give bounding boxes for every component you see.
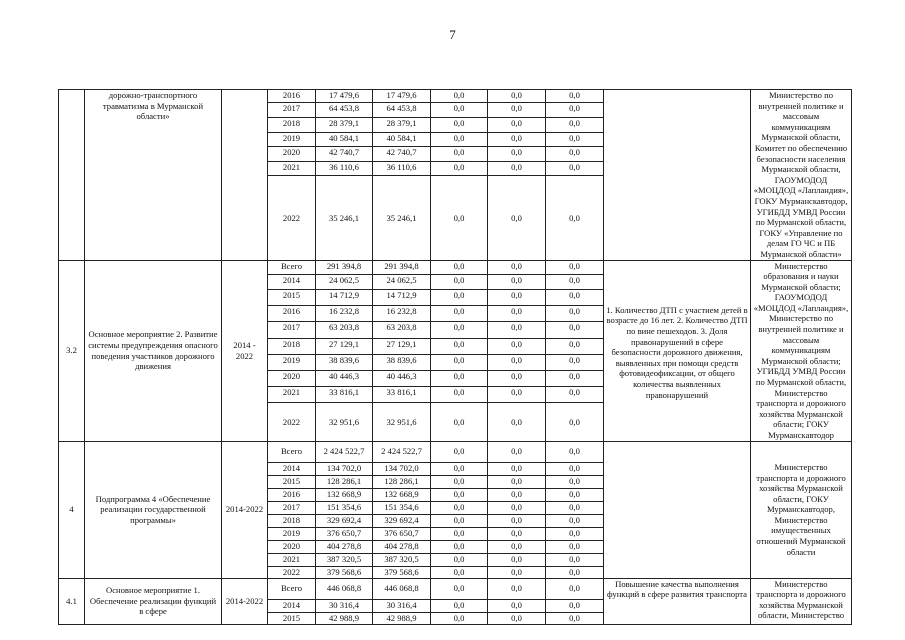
amount-cell: 0,0 <box>431 370 488 386</box>
year-cell: 2015 <box>268 290 316 306</box>
amount-cell: 379 568,6 <box>373 566 431 578</box>
amount-cell: 0,0 <box>431 147 488 162</box>
amount-cell: 42 740,7 <box>373 147 431 162</box>
year-cell: 2014 <box>268 275 316 290</box>
amount-cell: 0,0 <box>488 514 546 527</box>
amount-cell: 40 446,3 <box>316 370 373 386</box>
amount-cell: 0,0 <box>546 275 604 290</box>
amount-cell: 0,0 <box>546 527 604 540</box>
year-cell: 2020 <box>268 370 316 386</box>
amount-cell: 0,0 <box>546 566 604 578</box>
amount-cell: 0,0 <box>546 403 604 442</box>
amount-cell: 64 453,8 <box>316 103 373 118</box>
amount-cell: 0,0 <box>546 90 604 103</box>
amount-cell: 376 650,7 <box>373 527 431 540</box>
amount-cell: 28 379,1 <box>316 118 373 133</box>
activity-name: Основное мероприятие 2. Развитие системы предупреждения опасного поведения участников дорожного движения <box>85 260 222 441</box>
year-cell: 2018 <box>268 514 316 527</box>
amount-cell: 0,0 <box>431 322 488 338</box>
amount-cell: 33 816,1 <box>373 386 431 402</box>
item-number: 3.2 <box>59 260 85 441</box>
amount-cell: 0,0 <box>488 338 546 354</box>
amount-cell: 0,0 <box>488 527 546 540</box>
amount-cell: 0,0 <box>546 488 604 501</box>
year-cell: 2021 <box>268 553 316 566</box>
amount-cell: 40 584,1 <box>373 132 431 147</box>
amount-cell: 0,0 <box>488 612 546 624</box>
amount-cell: 0,0 <box>546 386 604 402</box>
amount-cell: 0,0 <box>546 441 604 462</box>
amount-cell: 42 988,9 <box>373 612 431 624</box>
year-cell: 2021 <box>268 386 316 402</box>
amount-cell: 0,0 <box>431 566 488 578</box>
amount-cell: 64 453,8 <box>373 103 431 118</box>
amount-cell: 24 062,5 <box>373 275 431 290</box>
amount-cell: 32 951,6 <box>373 403 431 442</box>
amount-cell: 38 839,6 <box>373 354 431 370</box>
item-number: 4 <box>59 441 85 578</box>
amount-cell: 387 320,5 <box>373 553 431 566</box>
amount-cell: 291 394,8 <box>373 260 431 275</box>
amount-cell: 0,0 <box>488 553 546 566</box>
amount-cell: 0,0 <box>488 176 546 260</box>
amount-cell: 376 650,7 <box>316 527 373 540</box>
indicator <box>604 441 751 578</box>
amount-cell: 379 568,6 <box>316 566 373 578</box>
amount-cell: 0,0 <box>546 475 604 488</box>
year-cell: 2020 <box>268 147 316 162</box>
year-cell: 2018 <box>268 118 316 133</box>
item-number: 4.1 <box>59 578 85 624</box>
table-row <box>59 441 852 462</box>
executors: Министерство по внутренней политике и массовым коммуникациям Мурманской области, Комитет по обеспечению безопасности населения Мурманской области, ГАОУМОДОД «МОЦДОД «Лапландия», ГОКУ Мурманскавтодор, УГИБДД УМВД России по Мурманской области, ГОКУ «Управление по делам ГО ЧС и ПБ Мурманской области» <box>751 90 852 261</box>
amount-cell: 0,0 <box>488 260 546 275</box>
amount-cell: 17 479,6 <box>373 90 431 103</box>
year-cell: Всего <box>268 578 316 599</box>
year-cell: 2014 <box>268 599 316 612</box>
year-cell: 2017 <box>268 103 316 118</box>
amount-cell: 134 702,0 <box>373 462 431 475</box>
period: 2014 - 2022 <box>222 260 268 441</box>
amount-cell: 0,0 <box>431 514 488 527</box>
amount-cell: 0,0 <box>546 501 604 514</box>
amount-cell: 32 951,6 <box>316 403 373 442</box>
amount-cell: 0,0 <box>431 386 488 402</box>
activity-name: Подпрограмма 4 «Обеспечение реализации государственной программы» <box>85 441 222 578</box>
year-cell: 2018 <box>268 338 316 354</box>
table-row <box>59 578 852 599</box>
period: 2014-2022 <box>222 578 268 624</box>
activity-name: Основное мероприятие 1. Обеспечение реализации функций в сфере <box>85 578 222 624</box>
executors: Министерство образования и науки Мурманской области; ГАОУМОДОД «МОЦДОД «Лапландия», Министерство по внутренней политике и массовым коммуникациям Мурманской области; УГИБДД УМВД России по Мурманской области, Министерство транспорта и дорожного хозяйства Мурманской области; ГОКУ Мурманскавтодор <box>751 260 852 441</box>
amount-cell: 134 702,0 <box>316 462 373 475</box>
amount-cell: 0,0 <box>546 370 604 386</box>
amount-cell: 0,0 <box>431 275 488 290</box>
amount-cell: 63 203,8 <box>316 322 373 338</box>
amount-cell: 0,0 <box>546 260 604 275</box>
amount-cell: 132 668,9 <box>373 488 431 501</box>
amount-cell: 151 354,6 <box>316 501 373 514</box>
amount-cell: 329 692,4 <box>316 514 373 527</box>
amount-cell: 0,0 <box>488 90 546 103</box>
amount-cell: 0,0 <box>431 176 488 260</box>
amount-cell: 0,0 <box>488 161 546 176</box>
amount-cell: 0,0 <box>431 403 488 442</box>
amount-cell: 42 740,7 <box>316 147 373 162</box>
amount-cell: 0,0 <box>488 103 546 118</box>
table-row <box>59 260 852 275</box>
amount-cell: 291 394,8 <box>316 260 373 275</box>
amount-cell: 36 110,6 <box>316 161 373 176</box>
amount-cell: 42 988,9 <box>316 612 373 624</box>
amount-cell: 0,0 <box>488 462 546 475</box>
amount-cell: 0,0 <box>431 161 488 176</box>
amount-cell: 0,0 <box>488 566 546 578</box>
amount-cell: 404 278,8 <box>316 540 373 553</box>
amount-cell: 2 424 522,7 <box>373 441 431 462</box>
amount-cell: 0,0 <box>546 540 604 553</box>
page-number: 7 <box>449 27 456 42</box>
year-cell: 2019 <box>268 354 316 370</box>
amount-cell: 0,0 <box>431 599 488 612</box>
amount-cell: 0,0 <box>431 553 488 566</box>
year-cell: 2022 <box>268 566 316 578</box>
amount-cell: 17 479,6 <box>316 90 373 103</box>
amount-cell: 0,0 <box>546 612 604 624</box>
indicator <box>604 90 751 261</box>
amount-cell: 0,0 <box>488 599 546 612</box>
amount-cell: 0,0 <box>546 553 604 566</box>
year-cell: 2019 <box>268 527 316 540</box>
amount-cell: 0,0 <box>488 578 546 599</box>
amount-cell: 30 316,4 <box>316 599 373 612</box>
amount-cell: 14 712,9 <box>373 290 431 306</box>
amount-cell: 0,0 <box>546 322 604 338</box>
year-cell: 2020 <box>268 540 316 553</box>
amount-cell: 0,0 <box>488 540 546 553</box>
amount-cell: 27 129,1 <box>373 338 431 354</box>
amount-cell: 0,0 <box>488 403 546 442</box>
year-cell: Всего <box>268 441 316 462</box>
amount-cell: 40 584,1 <box>316 132 373 147</box>
year-cell: 2021 <box>268 161 316 176</box>
amount-cell: 132 668,9 <box>316 488 373 501</box>
amount-cell: 0,0 <box>546 132 604 147</box>
amount-cell: 0,0 <box>431 612 488 624</box>
year-cell: 2022 <box>268 403 316 442</box>
amount-cell: 33 816,1 <box>316 386 373 402</box>
amount-cell: 16 232,8 <box>373 306 431 322</box>
amount-cell: 35 246,1 <box>373 176 431 260</box>
year-cell: 2016 <box>268 488 316 501</box>
amount-cell: 38 839,6 <box>316 354 373 370</box>
amount-cell: 0,0 <box>431 501 488 514</box>
amount-cell: 16 232,8 <box>316 306 373 322</box>
amount-cell: 40 446,3 <box>373 370 431 386</box>
amount-cell: 0,0 <box>488 370 546 386</box>
amount-cell: 0,0 <box>488 501 546 514</box>
amount-cell: 0,0 <box>488 306 546 322</box>
amount-cell: 404 278,8 <box>373 540 431 553</box>
amount-cell: 0,0 <box>546 514 604 527</box>
amount-cell: 28 379,1 <box>373 118 431 133</box>
amount-cell: 329 692,4 <box>373 514 431 527</box>
amount-cell: 0,0 <box>431 132 488 147</box>
amount-cell: 0,0 <box>546 103 604 118</box>
executors: Министерство транспорта и дорожного хозяйства Мурманской области, Министерство <box>751 578 852 624</box>
amount-cell: 0,0 <box>431 103 488 118</box>
program-table <box>58 89 852 625</box>
amount-cell: 0,0 <box>546 118 604 133</box>
year-cell: 2019 <box>268 132 316 147</box>
amount-cell: 0,0 <box>431 540 488 553</box>
indicator: Повышение качества выполнения функций в сфере развития транспорта <box>604 578 751 624</box>
amount-cell: 0,0 <box>488 290 546 306</box>
amount-cell: 387 320,5 <box>316 553 373 566</box>
amount-cell: 0,0 <box>431 441 488 462</box>
amount-cell: 0,0 <box>488 386 546 402</box>
amount-cell: 0,0 <box>488 118 546 133</box>
amount-cell: 0,0 <box>546 578 604 599</box>
amount-cell: 14 712,9 <box>316 290 373 306</box>
amount-cell: 0,0 <box>431 527 488 540</box>
amount-cell: 0,0 <box>431 488 488 501</box>
amount-cell: 0,0 <box>546 290 604 306</box>
year-cell: 2017 <box>268 501 316 514</box>
year-cell: 2016 <box>268 306 316 322</box>
amount-cell: 0,0 <box>431 462 488 475</box>
amount-cell: 63 203,8 <box>373 322 431 338</box>
amount-cell: 0,0 <box>488 132 546 147</box>
amount-cell: 0,0 <box>431 338 488 354</box>
table-row <box>59 90 852 103</box>
activity-name: дорожно-транспортного травматизма в Мурманской области» <box>85 90 222 261</box>
amount-cell: 151 354,6 <box>373 501 431 514</box>
amount-cell: 35 246,1 <box>316 176 373 260</box>
executors: Министерство транспорта и дорожного хозяйства Мурманской области, ГОКУ Мурманскавтодор, Министерство имущественных отношений Мурманской области <box>751 441 852 578</box>
amount-cell: 2 424 522,7 <box>316 441 373 462</box>
amount-cell: 0,0 <box>546 176 604 260</box>
year-cell: Всего <box>268 260 316 275</box>
amount-cell: 0,0 <box>488 354 546 370</box>
amount-cell: 0,0 <box>488 322 546 338</box>
year-cell: 2022 <box>268 176 316 260</box>
year-cell: 2016 <box>268 90 316 103</box>
year-cell: 2017 <box>268 322 316 338</box>
item-number <box>59 90 85 261</box>
amount-cell: 36 110,6 <box>373 161 431 176</box>
amount-cell: 27 129,1 <box>316 338 373 354</box>
amount-cell: 0,0 <box>546 338 604 354</box>
amount-cell: 0,0 <box>488 488 546 501</box>
year-cell: 2014 <box>268 462 316 475</box>
amount-cell: 0,0 <box>431 306 488 322</box>
amount-cell: 0,0 <box>546 306 604 322</box>
amount-cell: 24 062,5 <box>316 275 373 290</box>
amount-cell: 0,0 <box>546 599 604 612</box>
amount-cell: 446 068,8 <box>373 578 431 599</box>
amount-cell: 0,0 <box>546 462 604 475</box>
year-cell: 2015 <box>268 612 316 624</box>
amount-cell: 0,0 <box>488 147 546 162</box>
amount-cell: 0,0 <box>431 578 488 599</box>
year-cell: 2015 <box>268 475 316 488</box>
amount-cell: 30 316,4 <box>373 599 431 612</box>
amount-cell: 0,0 <box>431 354 488 370</box>
amount-cell: 0,0 <box>488 475 546 488</box>
amount-cell: 0,0 <box>488 441 546 462</box>
amount-cell: 128 286,1 <box>316 475 373 488</box>
amount-cell: 128 286,1 <box>373 475 431 488</box>
amount-cell: 0,0 <box>431 118 488 133</box>
amount-cell: 0,0 <box>431 90 488 103</box>
period <box>222 90 268 261</box>
amount-cell: 0,0 <box>488 275 546 290</box>
amount-cell: 0,0 <box>546 354 604 370</box>
period: 2014-2022 <box>222 441 268 578</box>
amount-cell: 0,0 <box>431 475 488 488</box>
amount-cell: 446 068,8 <box>316 578 373 599</box>
amount-cell: 0,0 <box>431 290 488 306</box>
amount-cell: 0,0 <box>546 147 604 162</box>
indicator: 1. Количество ДТП с участием детей в возрасте до 16 лет. 2. Количество ДТП по вине пешеходов. 3. Доля правонарушений в сфере безопасности дорожного движения, выявленных при помощи средств фотовидеофиксации, от общего количества выявленных правонарушений <box>604 260 751 441</box>
amount-cell: 0,0 <box>546 161 604 176</box>
amount-cell: 0,0 <box>431 260 488 275</box>
